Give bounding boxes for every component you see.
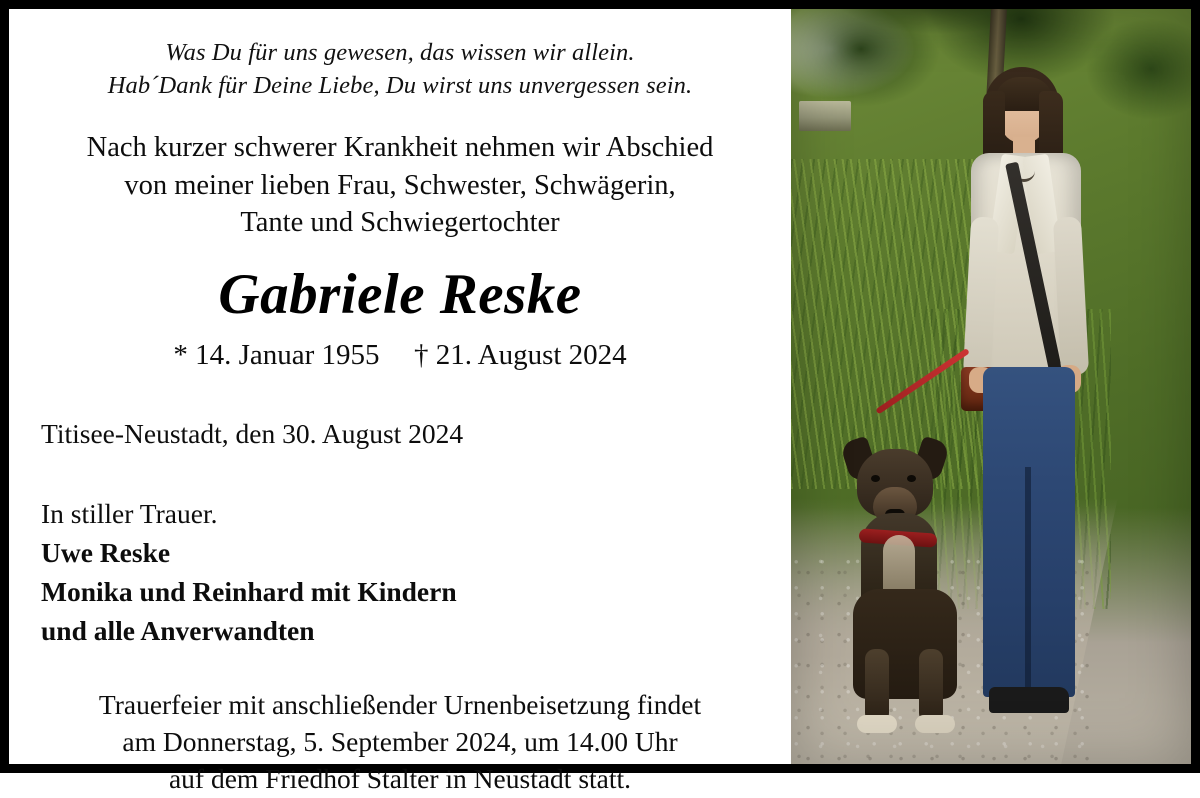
- dog-paw-right: [915, 715, 955, 733]
- memorial-photo: [791, 9, 1191, 764]
- dog-paw-left: [857, 715, 897, 733]
- verse-line-2: Hab´Dank für Deine Liebe, Du wirst uns unvergessen sein.: [107, 71, 693, 99]
- birth-symbol: *: [173, 339, 188, 372]
- ceremony-line-1: Trauerfeier mit anschließender Urnenbeisetzung findet: [98, 689, 702, 721]
- ceremony-line-2: am Donnerstag, 5. September 2024, um 14.00 Uhr: [122, 726, 678, 758]
- mourner-line-2: Monika und Reinhard mit Kindern: [41, 576, 457, 608]
- birth-date: 14. Januar 1955: [195, 339, 380, 372]
- memorial-verse: [29, 37, 771, 103]
- dog-eye-right: [907, 475, 916, 482]
- death-date: 21. August 2024: [435, 339, 627, 372]
- dog-eye-left: [871, 475, 880, 482]
- intro-line-2: von meiner lieben Frau, Schwester, Schwägerin,: [124, 169, 676, 201]
- obituary-text-column: [9, 9, 791, 795]
- place-and-date-line: Titisee-Neustadt, den 30. August 2024: [41, 418, 464, 450]
- intro-line-1: Nach kurzer schwerer Krankheit nehmen wir Abschied: [86, 131, 714, 163]
- death-symbol: †: [414, 339, 429, 372]
- woman-shoes: [989, 687, 1069, 713]
- woman-jeans-seam: [1025, 467, 1031, 697]
- verse-line-1: Was Du für uns gewesen, das wissen wir allein.: [165, 39, 635, 66]
- dog-leg-right: [919, 649, 943, 723]
- mourners-lead: In stiller Trauer.: [41, 498, 218, 530]
- dog-figure: [827, 439, 997, 739]
- intro-line-3: Tante und Schwiegertochter: [240, 207, 560, 239]
- mourners-block: [29, 494, 771, 650]
- dog-leg-left: [865, 649, 889, 723]
- mourner-line-3: und alle Anverwandten: [41, 615, 315, 647]
- deceased-name: Gabriele Reske: [218, 263, 582, 327]
- mourner-line-1: Uwe Reske: [41, 537, 171, 569]
- ceremony-details: [29, 686, 771, 797]
- life-dates: [29, 339, 771, 372]
- ceremony-line-3: auf dem Friedhof Stalter in Neustadt statt.: [168, 763, 632, 795]
- announcement-intro: [29, 129, 771, 243]
- background-hut: [799, 101, 851, 131]
- photo-scene: [791, 9, 1191, 764]
